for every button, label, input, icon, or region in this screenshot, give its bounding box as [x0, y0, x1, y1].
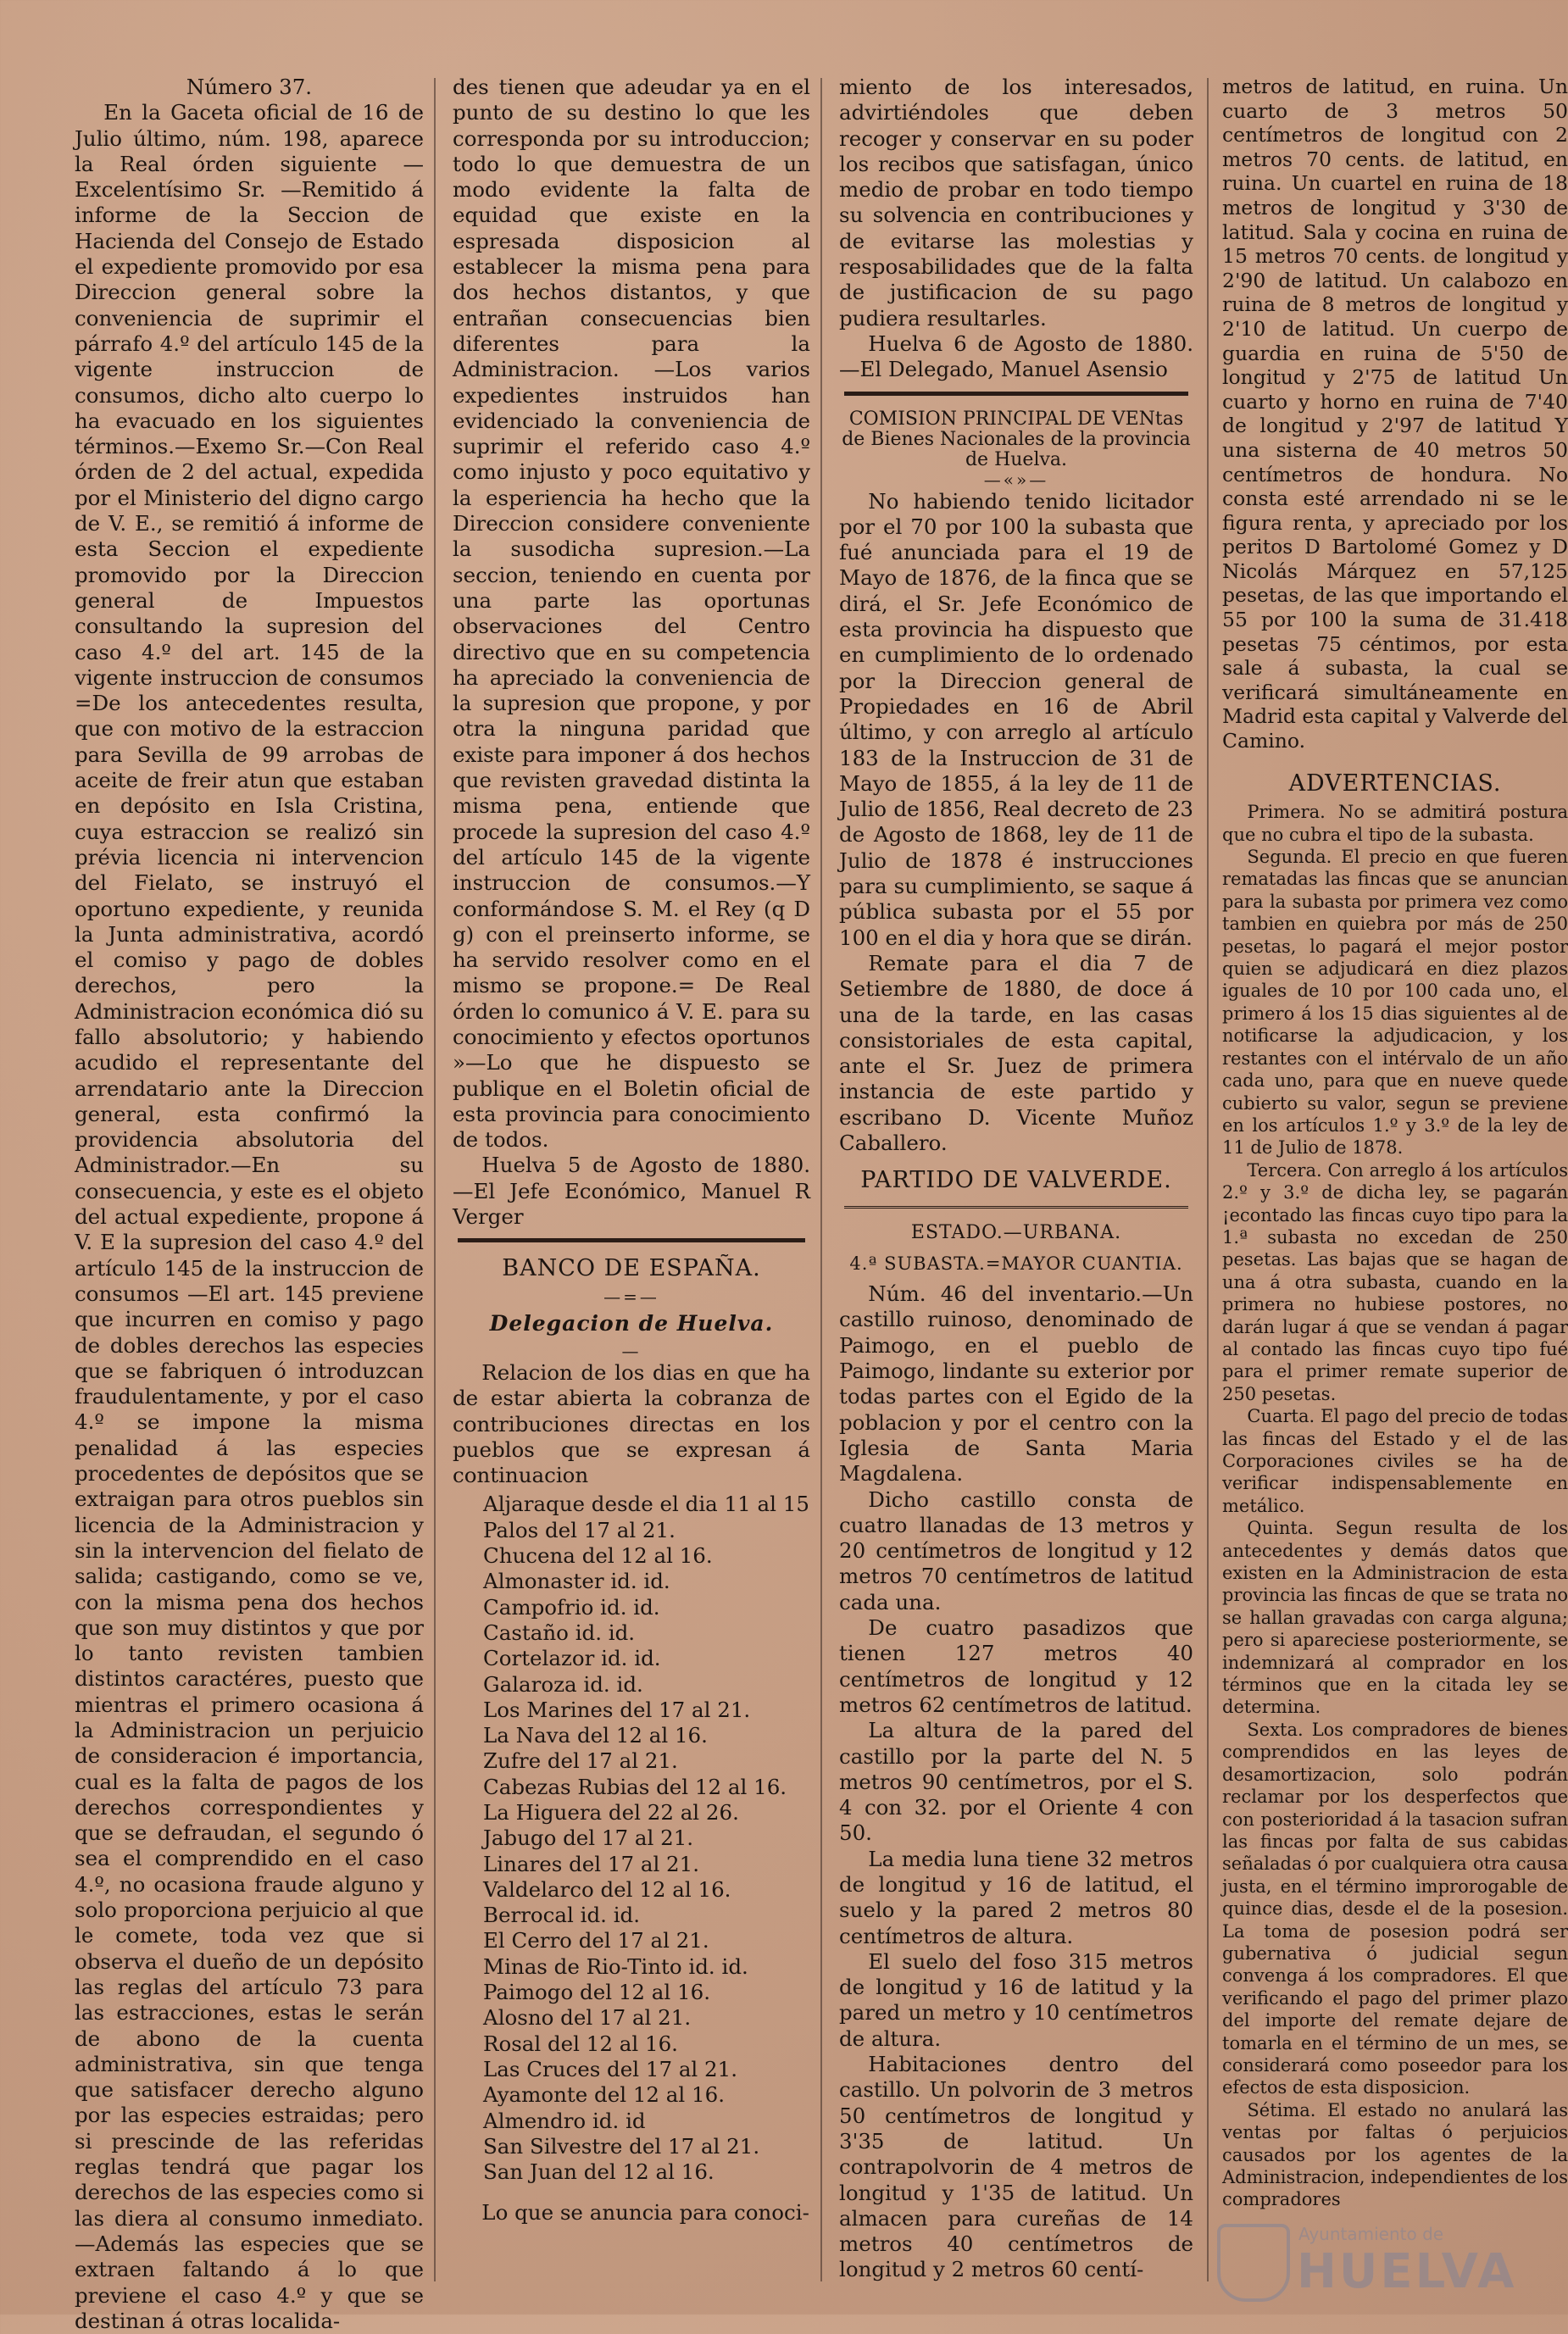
list-item: Alosno del 17 al 21.: [483, 2005, 692, 2031]
list-item: Palos del 17 al 21.: [483, 1517, 676, 1542]
heading-ornament: —: [621, 1340, 642, 1361]
list-item: Cuarta. El pago del precio de todas las fincas del Estado y el de las Corporaciones civiles se ha de verificar indispensablemente en metálico.: [1222, 1406, 1568, 1516]
list-item: Linares del 17 al 21.: [483, 1851, 700, 1876]
section-heading: ADVERTENCIAS.: [1288, 770, 1502, 797]
article-paragraph: La media luna tiene 32 metros de longitud y 16 de latitud, el suelo y la pared 2 metros 80 centímetros de altura.: [839, 1846, 1193, 1948]
article-paragraph: Remate para el dia 7 de Setiembre de 1880, de doce á una de la tarde, en las casas consistoriales de esta capital, ante el Sr. Juez de primera instancia de este partido y escribano D. Vicente Muñoz Caballero.: [839, 950, 1193, 1155]
list-item: Cabezas Rubias del 12 al 16.: [483, 1774, 787, 1799]
list-item: Paimogo del 12 al 16.: [483, 1980, 710, 2005]
list-item: Sétima. El estado no anulará las ventas por faltas ó perjuicios causados por los agentes de la Administracion, independientes de los compradores: [1222, 2099, 1568, 2210]
article-paragraph: miento de los interesados, advirtiéndoles que deben recoger y conservar en su poder los recibos que satisfagan, único medio de probar en todo tiempo su solvencia en contribuciones y de evitarse las molestias y resposabilidades que de la falta de justificacion de su pago pudiera resultarles.: [839, 75, 1193, 331]
list-item: Rosal del 12 al 16.: [483, 2031, 678, 2056]
list-item: Ayamonte del 12 al 16.: [483, 2082, 726, 2108]
list-item: Castaño id. id.: [483, 1620, 636, 1645]
list-item: La Higuera del 22 al 26.: [483, 1800, 739, 1825]
article-paragraph: Núm. 46 del inventario.—Un castillo ruinoso, denominado de Paimogo, en el pueblo de Paimogo, lindante su exterior por todas partes con el Egido de la poblacion y por el centro con la Iglesia de Santa Maria Magdalena.: [839, 1281, 1193, 1487]
list-item: Aljaraque desde el dia 11 al 15: [483, 1492, 809, 1517]
list-item: La Nava del 12 al 16.: [483, 1723, 708, 1748]
list-item: Tercera. Con arreglo á los artículos 2.º y 3.º de dicha ley, se pagarán ¡econtado las fincas cuyo tipo para la 1.ª subasta no excedan de 250 pesetas. Las bajas que se hagan de una á otra subasta, cuando en la primera no hubiese postores, no darán lugar á que se vendan á pagar al contado las fincas cuyo tipo fué para el primer remate superior de 250 pesetas.: [1222, 1159, 1568, 1404]
list-item: Jabugo del 17 al 21.: [483, 1826, 694, 1851]
list-item: Berrocal id. id.: [483, 1903, 641, 1928]
list-item: Minas de Rio-Tinto id. id.: [483, 1953, 748, 1979]
watermark-line2: HUELVA: [1297, 2244, 1517, 2299]
article-signature: Huelva 6 de Agosto de 1880. —El Delegado, Manuel Asensio: [839, 331, 1193, 382]
column-3: [839, 75, 1193, 2295]
heading-ornament: —=—: [603, 1286, 659, 1307]
list-item: Almonaster id. id.: [483, 1569, 670, 1594]
section-subheading: 4.ª SUBASTA.=MAYOR CUANTIA.: [849, 1253, 1183, 1274]
section-heading: BANCO DE ESPAÑA.: [502, 1255, 761, 1282]
list-item: El Cerro del 17 al 21.: [483, 1928, 709, 1953]
article-paragraph: Dicho castillo consta de cuatro llanadas de 13 metros y 20 centímetros de longitud y 12 metros 70 centímetros de latitud cada una.: [839, 1487, 1193, 1614]
section-subheading: ESTADO.—URBANA.: [910, 1221, 1122, 1243]
article-paragraph: Relacion de los dias en que ha de estar abierta la cobranza de contribuciones directas en los pueblos que se expresan á continuacion: [453, 1359, 810, 1488]
article-paragraph: metros de latitud, en ruina. Un cuarto de 3 metros 50 centímetros de longitud con 2 metros 70 cents. de latitud, en ruina. Un cuartel en ruina de 18 metros de longitud y 3'30 de latitud. Sala y cocina en ruina de 15 metros 70 cents. de longitud y 2'90 de latitud. Un calabozo en ruina de 8 metros de longitud y 2'10 de latitud. Un cuerpo de guardia en ruina de 5'50 de longitud y 2'75 de latitud Un cuarto y horno en ruina de 7'40 de longitud y 2'97 de latitud Y una sisterna de 40 metros 50 centímetros de hondura. No consta esté arrendado ni se le figura renta, y apreciado por los peritos D Bartolomé Gomez y D Nicolás Márquez en 57,125 pesetas, de las que importando el 55 por 100 la suma de 31.418 pesetas 75 céntimos, por esta sale á subasta, la cual se verificará simultáneamente en Madrid esta capital y Valverde del Camino.: [1222, 75, 1568, 753]
list-item: Los Marines del 17 al 21.: [483, 1697, 751, 1722]
article-paragraph: Lo que se anuncia para conoci-: [481, 2200, 809, 2226]
section-divider: [844, 1206, 1188, 1209]
coat-of-arms-icon: [1217, 2224, 1290, 2302]
list-item: Galaroza id. id.: [483, 1671, 643, 1697]
watermark-line1: Ayuntamiento de: [1298, 2224, 1444, 2244]
article-paragraph: En la Gaceta oficial de 16 de Julio último, núm. 198, aparece la Real órden siguiente —Excelentísimo Sr. —Remitido á informe de la Seccion de Hacienda del Consejo de Estado el expediente promovido por esa Direccion general sobre la conveniencia de suprimir el párrafo 4.º del artículo 145 de la vigente instruccion de consumos, dicho alto cuerpo lo ha evacuado en los siguientes términos.—Exemo Sr.—Con Real órden de 2 del actual, expedida por el Ministerio del digno cargo de V. E., se remitió á informe de esta Seccion el expediente promovido por la Direccion general de Impuestos consultando la supresion del caso 4.º del art. 145 de la vigente instruccion de consumos =De los antecedentes resulta, que con motivo de la estraccion para Sevilla de 99 arrobas de aceite de freir atun que estaban en depósito en Isla Cristina, cuya estraccion se realizó sin prévia licencia ni intervencion del Fielato, se instruyó el oportuno expediente, y reunida la Junta administrativa, acordó el comiso y pago de dobles derechos, pero la Administracion económica dió su fallo absolutorio; y habiendo acudido el representante del arrendatario ante la Direccion general, esta confirmó la providencia absolutoria del Administrador.—En su consecuencia, y este es el objeto del actual expediente, propone á V. E la supresion del caso 4.º del artículo 145 de la instruccion de consumos —El art. 145 previene que incurren en comiso y pago de dobles derechos las especies que se fabriquen ó introduzcan fraudulentamente, y por el caso 4.º se impone la misma penalidad á las especies procedentes de depósitos que se extraigan para otros pueblos sin licencia de la Administracion y sin la intervencion del fielato de salida; castigando, como se ve, con la misma pena dos hechos que son muy distintos y que por lo tanto revisten tambien distintos caractéres, puesto que mientras el primero ocasiona á la Administracion un perjuicio de consideracion é importancia, cual es la falta de pagos de los derechos correspondientes y que se defraudan, el segundo ó sea el comprendido en el caso 4.º, no ocasiona fraude alguno y solo proporciona perjuicio al que le comete, toda vez que si observa el dueño de un depósito las reglas del artículo 73 para las estracciones, estas le serán de abono de la cuenta administrativa, sin que tenga que satisfacer derecho alguno por las especies estraidas; pero si prescinde de las referidas reglas tendrá que pagar los derechos de las especies como si las diera al consumo inmediato.—Además las especies que se extraen faltando á lo que previene el caso 4.º y que se destinan á otras localida-: [75, 100, 424, 2333]
column-2: [453, 75, 810, 2295]
list-item: Sexta. Los compradores de bienes comprendidos en las leyes de desamortizacion, solo podrán reclamar por los desperfectos que con posterioridad á la tasacion sufran las fincas por falta de sus cabidas señaladas ó por cualquiera otra causa justa, en el término improrogable de quince dias, desde el de la posesion. La toma de posesion podrá ser gubernativa ó judicial segun convenga á los compradores. El que verificando el pago del primer plazo del importe del remate dejare de tomarla en el término de un mes, se considerará como poseedor para los efectos de esta disposicion.: [1222, 1719, 1568, 2098]
list-item: Segunda. El precio en que fueren rematadas las fincas que se anuncian para la subasta por primera vez como tambien en quiebra por más de 250 pesetas, lo pagará el mejor postor quien se adjudicará en diez plazos iguales de 10 por 100 cada uno, el primero á los 15 dias siguientes al de notificarse la adjudicacion, y los restantes con el intérvalo de un año cada uno, para que en nueve quede cubierto su valor, segun se previene en los artículos 1.º y 3.º de la ley de 11 de Julio de 1878.: [1222, 847, 1568, 1159]
list-item: Zufre del 17 al 21.: [483, 1748, 678, 1774]
list-item: Las Cruces del 17 al 21.: [483, 2056, 738, 2081]
column-rule: [820, 78, 822, 2281]
section-heading: COMISION PRINCIPAL DE VENtas de Bienes Nacionales de la provincia de Huelva.: [842, 408, 1191, 470]
article-paragraph: No habiendo tenido licitador por el 70 por 100 la subasta que fué anunciada para el 19 de Mayo de 1876, de la finca que se dirá, el Sr. Jefe Económico de esta provincia ha dispuesto que en cumplimiento de lo ordenado por la Direccion general de Propiedades en 16 de Abril último, y con arreglo al artículo 183 de la Instruccion de 31 de Mayo de 1855, á la ley de 11 de Julio de 1856, Real decreto de 23 de Agosto de 1868, ley de 11 de Julio de 1878 é instrucciones para su cumplimiento, se saque á pública subasta por el 55 por 100 en el dia y hora que se dirán.: [839, 488, 1193, 950]
list-item: Valdelarco del 12 al 16.: [483, 1876, 731, 1902]
article-signature: Huelva 5 de Agosto de 1880. —El Jefe Económico, Manuel R Verger: [453, 1153, 810, 1230]
article-paragraph: La altura de la pared del castillo por la parte del N. 5 metros 90 centímetros, por el S. 4 con 32. por el Oriente 4 con 50.: [839, 1718, 1193, 1846]
list-item: San Silvestre del 17 al 21.: [483, 2133, 760, 2159]
section-divider: [844, 392, 1188, 396]
article-paragraph: des tienen que adeudar ya en el punto de su destino lo que les corresponda por su introduccion; todo lo que demuestra de un modo evidente la falta de equidad que existe en la espresada disposicion al establecer la misma pena para dos hechos distantos, y que entrañan consecuencias bien diferentes para la Administracion. —Los varios expedientes instruidos han evidenciado la conveniencia de suprimir el referido caso 4.º como injusto y poco equitativo y la esperiencia ha hecho que la Direccion considere conveniente la susodicha supresion.—La seccion, teniendo en cuenta por una parte las oportunas observaciones del Centro directivo que en su competencia ha apreciado la conveniencia de la supresion que propone, y por otra la ninguna paridad que existe para imponer á dos hechos que revisten gravedad distinta la misma pena, entiende que procede la supresion del caso 4.º del artículo 145 de la vigente instruccion de consumos.—Y conformándose S. M. el Rey (q D g) con el preinserto informe, se ha servido resolver como en el mismo se propone.= De Real órden lo comunico á V. E. para su conocimiento y efectos oportunos »—Lo que he dispuesto se publique en el Boletin oficial de esta provincia para conocimiento de todos.: [453, 75, 810, 1153]
list-item: Chucena del 12 al 16.: [483, 1543, 713, 1569]
list-item: Campofrio id. id.: [483, 1594, 660, 1620]
list-item: Primera. No se admitirá postura que no cubra el tipo de la subasta.: [1222, 802, 1568, 845]
section-divider: [458, 1238, 805, 1242]
heading-ornament: —«»—: [983, 469, 1049, 490]
article-paragraph: Habitaciones dentro del castillo. Un polvorin de 3 metros 50 centímetros de longitud y 3'35 de latitud. Un contrapolvorin de 4 metros de longitud y 1'35 de latitud. Un almacen para cureñas de 14 metros 40 centímetros de longitud y 2 metros 60 centí-: [839, 2052, 1193, 2282]
town-list: [453, 1492, 810, 2185]
list-item: Cortelazor id. id.: [483, 1646, 661, 1671]
column-1: [75, 75, 424, 2333]
column-4: [1222, 75, 1568, 2295]
list-item: Almendro id. id: [483, 2108, 646, 2133]
article-paragraph: De cuatro pasadizos que tienen 127 metros 40 centímetros de longitud y 12 metros 62 centímetros de latitud.: [839, 1615, 1193, 1717]
column-rule: [434, 78, 436, 2281]
article-paragraph: El suelo del foso 315 metros de longitud y 16 de latitud y la pared un metro y 10 centímetros de altura.: [839, 1948, 1193, 2051]
issue-number: Número 37.: [186, 75, 313, 99]
section-heading: PARTIDO DE VALVERDE.: [860, 1167, 1172, 1194]
list-item: San Juan del 12 al 16.: [483, 2159, 714, 2185]
section-subheading: Delegacion de Huelva.: [489, 1310, 774, 1336]
list-item: Quinta. Segun resulta de los antecedentes y demás datos que existen en la Administracion de esta provincia las fincas de que se trata no se hallan gravadas con carga alguna; pero si apareciese posteriormente, se indemnizará al comprador en los términos que en la citada ley se determina.: [1222, 1518, 1568, 1718]
advertencias-list: [1222, 801, 1568, 2211]
archive-watermark: [1217, 2219, 1556, 2300]
column-rule: [1207, 78, 1209, 2281]
